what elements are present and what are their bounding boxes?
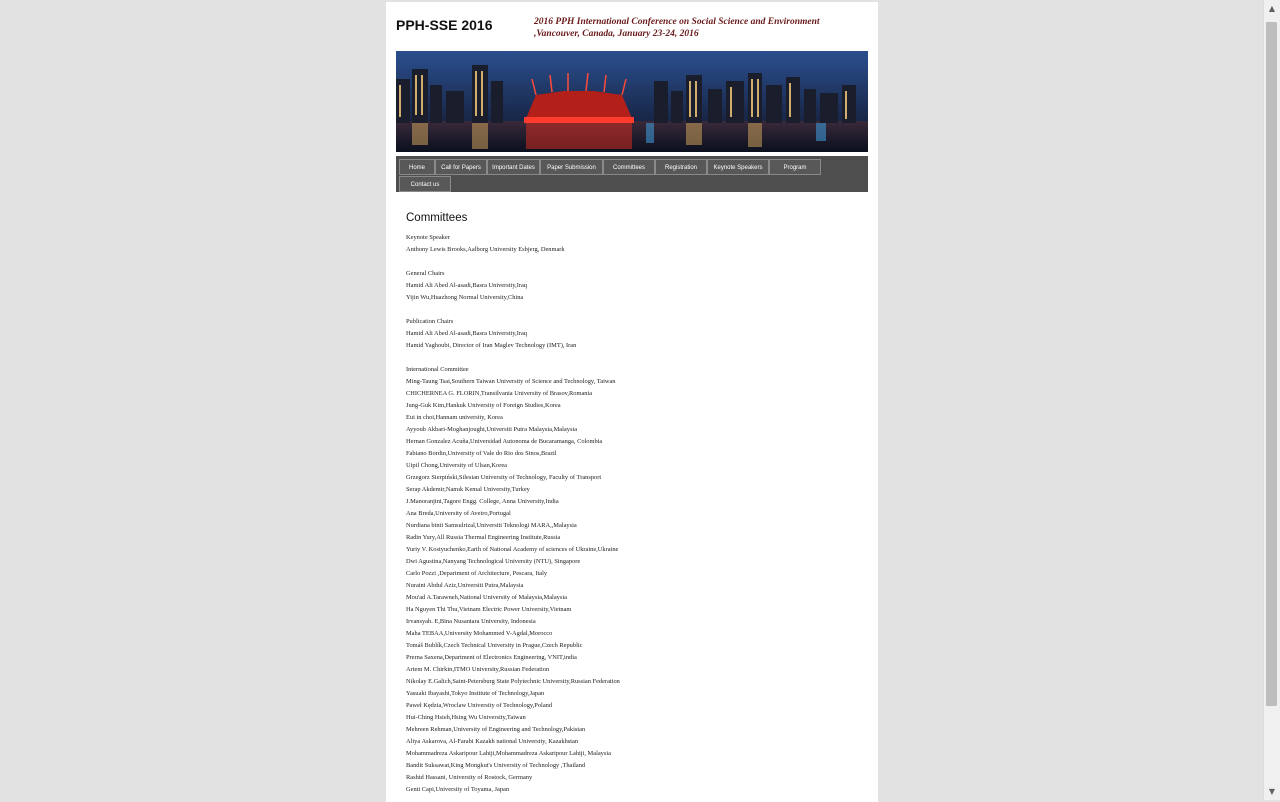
keynote-section <box>406 232 866 256</box>
committee-member: Serap Akdemir,Namık Kemal University,Turkey <box>406 486 530 493</box>
committee-member: Nuraini Abdul Aziz,Universiti Putra,Malaysia <box>406 582 524 589</box>
committee-member: Hui-Ching Hsieh,Hsing Wu University,Taiwan <box>406 714 526 721</box>
committee-member: Yijin Wu,Huazhong Normal University,China <box>406 294 524 301</box>
nav-contact-us[interactable]: Contact us <box>399 176 451 192</box>
international-committee-section <box>406 364 866 796</box>
committee-member: Yuriy V. Kostyuchenko,Earth of National Academy of sciences of Ukraine,Ukraine <box>406 546 619 553</box>
scroll-up-icon[interactable]: ▲ <box>1268 4 1276 13</box>
nav-program[interactable]: Program <box>769 159 821 175</box>
committee-member: Mohammadreza Askaripour Lahiji,Mohammadreza Askaripour Lahiji, Malaysia <box>406 750 611 757</box>
committee-member: Hernan Gonzalez Acuña,Universidad Autonoma de Bucaramanga, Colombia <box>406 438 603 445</box>
committee-member: Hamid Ali Abed Al-asadi,Basra University,Iraq <box>406 330 527 337</box>
section-heading: Keynote Speaker <box>406 234 450 241</box>
committee-member: Fabiano Bordin,University of Vale do Rio dos Sinos,Brazil <box>406 450 557 457</box>
committee-member: Eui in choi,Hannam university, Korea <box>406 414 503 421</box>
committee-member: Aliya Askarova, Al-Farabi Kazakh national University, Kazakhstan <box>406 738 579 745</box>
committee-member: Paweł Kędzia,Wroclaw University of Technology,Poland <box>406 702 553 709</box>
main-content <box>406 211 866 802</box>
nav-committees[interactable]: Committees <box>603 159 655 175</box>
conference-subtitle-line2: ,Vancouver, Canada, January 23-24, 2016 <box>534 29 699 39</box>
committee-member: J.Manoranjini,Tagore Engg. College, Anna University,India <box>406 498 559 505</box>
committee-member: Ming-Taung Tsai,Southern Taiwan University of Science and Technology, Taiwan <box>406 378 616 385</box>
section-heading: General Chairs <box>406 270 445 277</box>
committee-member: Ayyoub Akbari-Moghanjoughi,Universiti Putra Malaysia,Malaysia <box>406 426 578 433</box>
site-title: PPH-SSE 2016 <box>396 17 493 33</box>
committee-member: Genti Capi,University of Toyama, Japan <box>406 786 510 793</box>
general-chairs-section <box>406 268 866 304</box>
committee-member: Nurdiana binti Samsulrizal,Universiti Teknologi MARA,,Malaysia <box>406 522 577 529</box>
banner-image <box>396 51 868 152</box>
nav-important-dates[interactable]: Important Dates <box>487 159 540 175</box>
nav-home[interactable]: Home <box>399 159 435 175</box>
committee-member: Hamid Ali Abed Al-asadi,Basra University,Iraq <box>406 282 527 289</box>
committee-member: Ha Nguyen Thi Thu,Vietnam Electric Power University,Vietnam <box>406 606 572 613</box>
committee-member: Irvansyah. E,Bina Nusantara University, Indonesia <box>406 618 536 625</box>
nav-call-for-papers[interactable]: Call for Papers <box>435 159 487 175</box>
page-title: Committees <box>406 212 468 224</box>
committee-member: Tomáš Bublík,Czech Technical University in Prague,Czech Republic <box>406 642 583 649</box>
main-nav <box>396 156 868 192</box>
committee-member: Uipil Chong,University of Ulsan,Korea <box>406 462 507 469</box>
nav-paper-submission[interactable]: Paper Submission <box>540 159 603 175</box>
committee-member: Hamid Yaghoubi, Director of Iran Maglev Technology (IMT), Iran <box>406 342 577 349</box>
committee-member: Mou'ad A.Tarawneh,National University of Malaysia,Malaysia <box>406 594 567 601</box>
page-container <box>386 2 878 802</box>
section-heading: International Committee <box>406 366 469 373</box>
section-heading: Publication Chairs <box>406 318 454 325</box>
conference-subtitle-line1: 2016 PPH International Conference on Social Science and Environment <box>534 17 820 27</box>
vertical-scrollbar[interactable] <box>1263 0 1280 800</box>
nav-keynote-speakers[interactable]: Keynote Speakers <box>707 159 769 175</box>
scroll-thumb[interactable] <box>1266 22 1277 706</box>
committee-member: Carlo Pozzi ,Department of Architecture, Pescara, Italy <box>406 570 548 577</box>
committee-member: Dwi Agustina,Nanyang Technological University (NTU), Singapore <box>406 558 581 565</box>
committee-member: Anthony Lewis Brooks,Aalborg University Esbjerg, Denmark <box>406 246 565 253</box>
committee-member: Maha TEBAA,University Mohammed V-Agdal,Morocco <box>406 630 553 637</box>
nav-registration[interactable]: Registration <box>655 159 707 175</box>
committee-member: Bandit Suksawat,King Mongkut's University of Technology ,Thailand <box>406 762 586 769</box>
committee-member: Radin Yury,All Russia Thermal Engineering Institute,Russia <box>406 534 561 541</box>
publication-chairs-section <box>406 316 866 352</box>
committee-member: Rashid Hassani, University of Rostock, Germany <box>406 774 533 781</box>
committee-member: CHICHERNEA G. FLORIN,Transilvania University of Brasov,Romania <box>406 390 593 397</box>
committee-member: Mehreen Rehman,University of Engineering and Technology,Pakistan <box>406 726 586 733</box>
committee-member: Yasuaki Ibayashi,Tokyo Institute of Technology,Japan <box>406 690 545 697</box>
committee-member: Artem M. Chirkin,ITMO University,Russian Federation <box>406 666 550 673</box>
committee-member: Ana Breda,University of Aveiro,Portugal <box>406 510 511 517</box>
scroll-down-icon[interactable]: ▼ <box>1268 787 1276 796</box>
conference-subtitle <box>534 16 820 40</box>
committee-member: Jung-Guk Kim,Hankuk University of Foreign Studies,Korea <box>406 402 561 409</box>
committee-member: Prerna Saxena,Department of Electronics Engineering, VNIT,india <box>406 654 577 661</box>
committee-member: Grzegorz Sierpiński,Silesian University of Technology, Faculty of Transport <box>406 474 602 481</box>
committee-member: Nikolay E.Galich,Saint-Petersburg State Polytechnic University,Russian Federation <box>406 678 620 685</box>
